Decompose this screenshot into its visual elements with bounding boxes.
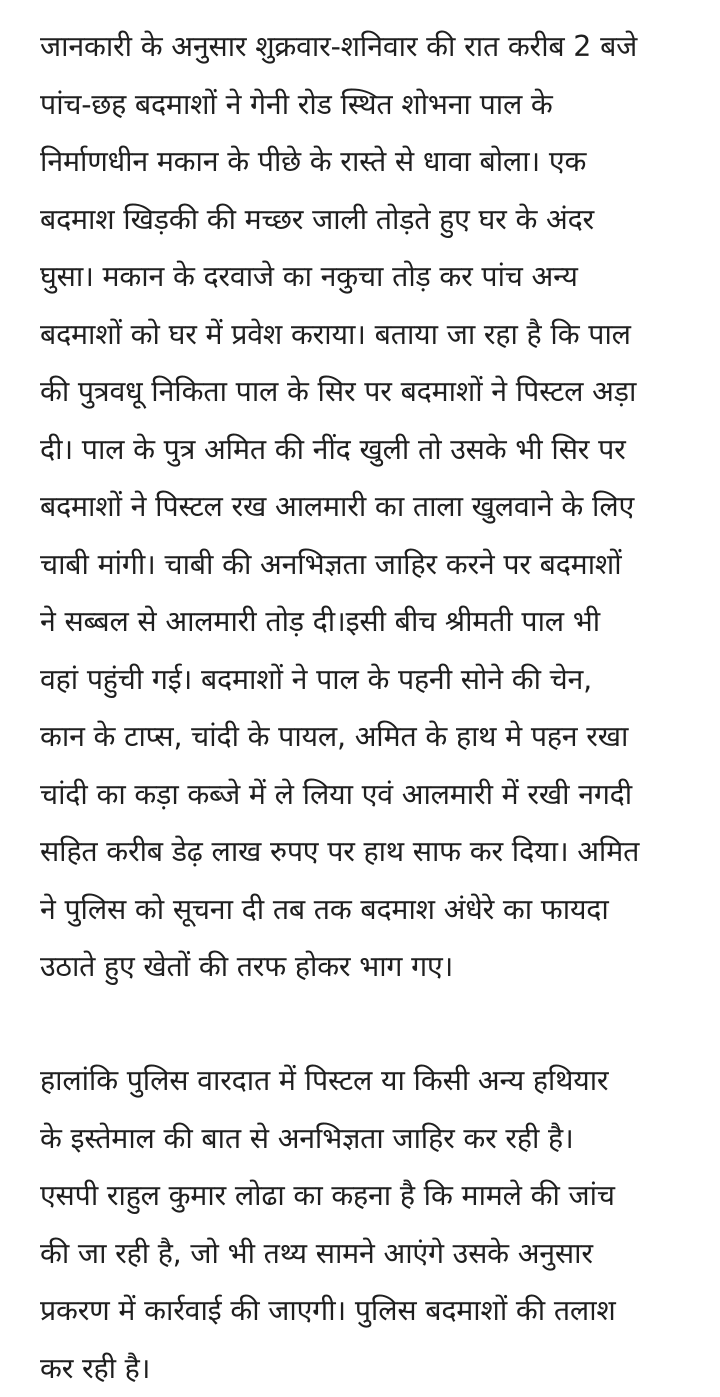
paragraph-line: घुसा। मकान के दरवाजे का नकुचा तोड़ कर पांच अन्य — [40, 260, 578, 293]
paragraph-line: उठाते हुए खेतों की तरफ होकर भाग गए। — [40, 950, 454, 983]
paragraph-line: निर्माणधीन मकान के पीछे के रास्ते से धावा बोला। एक — [40, 145, 587, 178]
paragraph-line: ने सब्बल से आलमारी तोड़ दी।इसी बीच श्रीमती पाल भी — [40, 605, 600, 638]
paragraph-line: ने पुलिस को सूचना दी तब तक बदमाश अंधेरे का फायदा — [40, 892, 609, 926]
paragraph-line: कान के टाप्स, चांदी के पायल, अमित के हाथ मे पहन रखा — [40, 720, 629, 753]
paragraph-line: चाबी मांगी। चाबी की अनभिज्ञता जाहिर करने पर बदमाशों — [40, 547, 622, 581]
paragraph-line: कर रही है। — [40, 1351, 151, 1385]
paragraph-line: की जा रही है, जो भी तथ्य सामने आएंगे उसके अनुसार — [40, 1236, 593, 1270]
paragraph-line: पांच-छह बदमाशों ने गेनी रोड स्थित शोभना पाल के — [40, 87, 553, 121]
paragraph-line: बदमाश खिड़की की मच्छर जाली तोड़ते हुए घर के अंदर — [40, 202, 594, 236]
article-paragraph-2 — [40, 1052, 694, 1397]
paragraph-line: दी। पाल के पुत्र अमित की नींद खुली तो उसके भी सिर पर — [40, 432, 626, 466]
paragraph-line: के इस्तेमाल की बात से अनभिज्ञता जाहिर कर रही है। — [40, 1121, 574, 1155]
paragraph-line: चांदी का कड़ा कब्जे में ले लिया एवं आलमारी में रखी नगदी — [40, 777, 632, 811]
paragraph-line: जानकारी के अनुसार शुक्रवार-शनिवार की रात करीब 2 बजे — [40, 30, 638, 63]
paragraph-line: बदमाशों ने पिस्टल रख आलमारी का ताला खुलवाने के लिए — [40, 490, 635, 523]
paragraph-line: वहां पहुंची गई। बदमाशों ने पाल के पहनी सोने की चेन, — [40, 662, 593, 696]
paragraph-line: हालांकि पुलिस वारदात में पिस्टल या किसी अन्य हथियार — [40, 1064, 609, 1097]
article-paragraph-1 — [40, 18, 694, 996]
paragraph-line: सहित करीब डेढ़ लाख रुपए पर हाथ साफ कर दिया। अमित — [40, 835, 640, 868]
paragraph-line: एसपी राहुल कुमार लोढा का कहना है कि मामले की जांच — [40, 1179, 615, 1212]
paragraph-line: प्रकरण में कार्रवाई की जाएगी। पुलिस बदमाशों की तलाश — [40, 1294, 616, 1327]
paragraph-line: की पुत्रवधू निकिता पाल के सिर पर बदमाशों ने पिस्टल अड़ा — [40, 375, 637, 408]
paragraph-line: बदमाशों को घर में प्रवेश कराया। बताया जा रहा है कि पाल — [40, 317, 631, 351]
